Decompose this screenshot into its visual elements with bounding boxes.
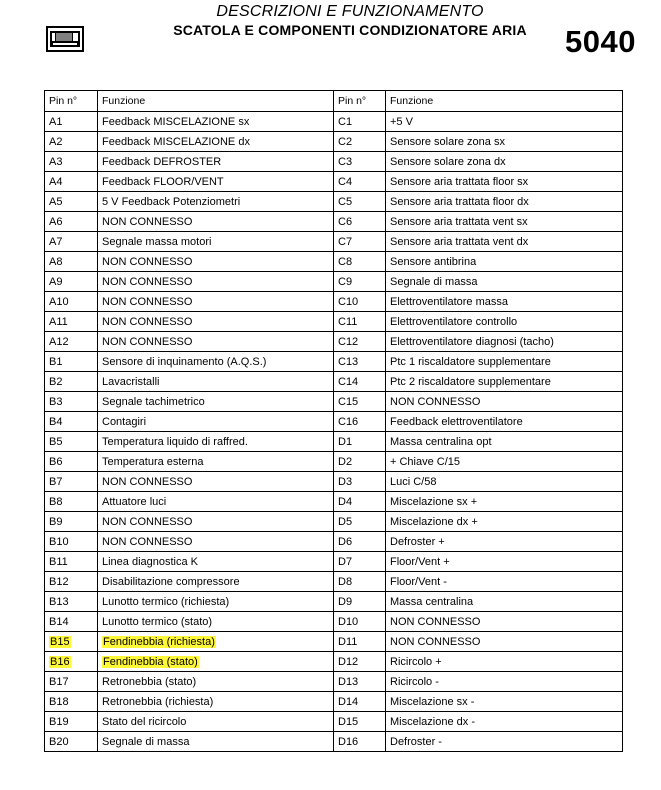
table-row: [45, 532, 623, 552]
function-right-cell: [386, 132, 623, 152]
table-row: [45, 692, 623, 712]
function-left-cell: [98, 492, 334, 512]
pin-left-cell: [45, 372, 98, 392]
function-right-cell: [386, 592, 623, 612]
function-left-text: NON CONNESSO: [102, 295, 193, 308]
function-right-text: Sensore aria trattata vent dx: [390, 235, 529, 248]
pin-right-text: C4: [338, 175, 353, 188]
function-right-text: Sensore aria trattata vent sx: [390, 215, 528, 228]
pin-left-cell: [45, 232, 98, 252]
function-right-text: Elettroventilatore controllo: [390, 315, 518, 328]
table-row: [45, 332, 623, 352]
function-right-cell: [386, 472, 623, 492]
column-header-pin-left: Pin n°: [45, 91, 98, 112]
pin-left-cell: [45, 352, 98, 372]
pin-left-cell: [45, 672, 98, 692]
table-row: [45, 112, 623, 132]
pin-right-cell: [334, 152, 386, 172]
function-right-text: Feedback elettroventilatore: [390, 415, 523, 428]
function-right-cell: [386, 652, 623, 672]
table-row: [45, 672, 623, 692]
function-right-cell: [386, 172, 623, 192]
function-left-cell: [98, 152, 334, 172]
pin-right-cell: [334, 192, 386, 212]
function-left-text: Lavacristalli: [102, 375, 160, 388]
function-left-cell: [98, 232, 334, 252]
function-left-cell: [98, 312, 334, 332]
function-left-text: Retronebbia (richiesta): [102, 695, 214, 708]
pin-right-cell: [334, 352, 386, 372]
function-right-cell: [386, 292, 623, 312]
function-left-cell: [98, 112, 334, 132]
pin-right-text: C1: [338, 115, 353, 128]
pin-left-text: A6: [49, 215, 63, 228]
pin-right-text: C8: [338, 255, 353, 268]
pin-left-text: A2: [49, 135, 63, 148]
function-right-cell: [386, 492, 623, 512]
function-right-cell: [386, 532, 623, 552]
pin-right-text: C11: [338, 315, 358, 328]
function-left-text: NON CONNESSO: [102, 335, 193, 348]
table-row: [45, 292, 623, 312]
function-left-text: Sensore di inquinamento (A.Q.S.): [102, 355, 267, 368]
table-row: [45, 132, 623, 152]
function-right-text: Sensore aria trattata floor sx: [390, 175, 529, 188]
function-right-text: Defroster -: [390, 735, 442, 748]
pin-left-text: A12: [49, 335, 69, 348]
function-right-cell: [386, 392, 623, 412]
function-right-text: Elettroventilatore massa: [390, 295, 508, 308]
function-right-text: + Chiave C/15: [390, 455, 461, 468]
table-row: [45, 652, 623, 672]
function-right-cell: [386, 332, 623, 352]
pin-right-text: C12: [338, 335, 359, 348]
pin-right-text: C9: [338, 275, 353, 288]
pin-left-text: B9: [49, 515, 63, 528]
table-row: [45, 712, 623, 732]
pin-right-text: C5: [338, 195, 353, 208]
pin-left-text: A11: [49, 315, 68, 328]
function-left-cell: [98, 272, 334, 292]
function-left-text: NON CONNESSO: [102, 275, 193, 288]
pin-left-text: B20: [49, 735, 69, 748]
pin-left-cell: [45, 172, 98, 192]
pin-right-cell: [334, 592, 386, 612]
function-right-cell: [386, 572, 623, 592]
function-right-cell: [386, 692, 623, 712]
function-left-cell: [98, 392, 334, 412]
pin-right-cell: [334, 552, 386, 572]
table-row: [45, 472, 623, 492]
pin-right-cell: [334, 112, 386, 132]
page-subtitle: SCATOLA E COMPONENTI CONDIZIONATORE ARIA: [173, 22, 527, 38]
column-header-function-right: Funzione: [386, 91, 623, 112]
function-right-cell: [386, 272, 623, 292]
function-right-cell: [386, 112, 623, 132]
pin-left-cell: [45, 552, 98, 572]
function-right-text: Ricircolo +: [390, 655, 442, 668]
function-left-text: Fendinebbia (richiesta): [103, 635, 215, 648]
function-right-text: Massa centralina opt: [390, 435, 492, 448]
pin-left-text: B1: [49, 355, 63, 368]
table-row: [45, 172, 623, 192]
pin-left-text: B18: [49, 695, 69, 708]
function-right-text: Ptc 1 riscaldatore supplementare: [390, 355, 551, 368]
table-header-row: [45, 91, 623, 112]
function-left-text: Feedback DEFROSTER: [102, 155, 222, 168]
pin-right-text: D8: [338, 575, 353, 588]
pin-left-text: B8: [49, 495, 63, 508]
table-row: [45, 412, 623, 432]
function-right-text: Sensore aria trattata floor dx: [390, 195, 529, 208]
table-row: [45, 512, 623, 532]
function-left-text: Contagiri: [102, 415, 147, 428]
function-left-text: Fendinebbia (stato): [103, 655, 198, 668]
function-right-text: Sensore solare zona sx: [390, 135, 505, 148]
function-left-cell: [98, 472, 334, 492]
pin-right-text: D10: [338, 615, 359, 628]
pin-left-cell: [45, 532, 98, 552]
function-right-cell: [386, 452, 623, 472]
function-right-cell: [386, 372, 623, 392]
pin-left-cell: [45, 692, 98, 712]
pin-right-cell: [334, 392, 386, 412]
pin-left-text: A5: [49, 195, 63, 208]
pin-right-text: D7: [338, 555, 353, 568]
pin-right-cell: [334, 692, 386, 712]
pin-right-text: D13: [338, 675, 359, 688]
pin-left-text: B17: [49, 675, 69, 688]
function-left-text: Segnale massa motori: [102, 235, 212, 248]
table-row: [45, 612, 623, 632]
table-row: [45, 352, 623, 372]
table-row: [45, 432, 623, 452]
pin-right-text: D2: [338, 455, 353, 468]
pin-left-cell: [45, 512, 98, 532]
function-right-text: NON CONNESSO: [390, 635, 481, 648]
pin-left-text: B14: [49, 615, 69, 628]
pin-left-cell: [45, 212, 98, 232]
table-row: [45, 272, 623, 292]
pin-left-text: A10: [49, 295, 69, 308]
function-left-text: Lunotto termico (richiesta): [102, 595, 230, 608]
pin-left-text: A1: [49, 115, 63, 128]
pin-right-text: C13: [338, 355, 359, 368]
function-right-text: Luci C/58: [390, 475, 437, 488]
pin-right-cell: [334, 712, 386, 732]
table-row: [45, 392, 623, 412]
function-right-cell: [386, 512, 623, 532]
pin-right-text: C16: [338, 415, 359, 428]
pin-right-text: D12: [338, 655, 359, 668]
pin-left-text: B15: [50, 635, 70, 648]
pin-left-text: A3: [49, 155, 63, 168]
pin-left-cell: [45, 652, 98, 672]
table-row: [45, 232, 623, 252]
pin-right-text: D9: [338, 595, 353, 608]
pin-right-cell: [334, 632, 386, 652]
function-right-text: NON CONNESSO: [390, 395, 481, 408]
function-right-text: Sensore antibrina: [390, 255, 477, 268]
table-row: [45, 252, 623, 272]
pin-left-cell: [45, 412, 98, 432]
function-right-cell: [386, 612, 623, 632]
table-row: [45, 312, 623, 332]
function-right-text: Ptc 2 riscaldatore supplementare: [390, 375, 551, 388]
function-left-text: Stato del ricircolo: [102, 715, 187, 728]
pin-left-text: B5: [49, 435, 63, 448]
pin-right-cell: [334, 132, 386, 152]
pin-right-text: D15: [338, 715, 359, 728]
pin-right-cell: [334, 732, 386, 752]
pin-right-cell: [334, 512, 386, 532]
pin-left-text: B10: [49, 535, 69, 548]
function-right-cell: [386, 432, 623, 452]
pinout-table-container: [44, 90, 622, 752]
pin-left-text: B16: [50, 655, 70, 668]
function-left-text: Feedback FLOOR/VENT: [102, 175, 224, 188]
pin-right-text: D6: [338, 535, 353, 548]
pin-right-cell: [334, 452, 386, 472]
function-left-text: Attuatore luci: [102, 495, 167, 508]
function-left-cell: [98, 732, 334, 752]
pin-left-cell: [45, 392, 98, 412]
pin-left-cell: [45, 572, 98, 592]
table-row: [45, 552, 623, 572]
function-left-cell: [98, 192, 334, 212]
table-row: [45, 592, 623, 612]
function-right-text: Segnale di massa: [390, 275, 478, 288]
function-right-cell: [386, 192, 623, 212]
function-right-text: Defroster +: [390, 535, 445, 548]
function-left-cell: [98, 712, 334, 732]
function-right-text: Floor/Vent -: [390, 575, 447, 588]
pin-right-text: D1: [338, 435, 353, 448]
function-right-text: Massa centralina: [390, 595, 474, 608]
function-left-text: NON CONNESSO: [102, 315, 193, 328]
function-left-cell: [98, 352, 334, 372]
pin-right-cell: [334, 572, 386, 592]
pin-right-text: D3: [338, 475, 353, 488]
pin-right-text: C10: [338, 295, 359, 308]
pin-right-text: C6: [338, 215, 353, 228]
pin-right-text: C2: [338, 135, 353, 148]
function-right-cell: [386, 152, 623, 172]
function-right-cell: [386, 252, 623, 272]
pin-left-cell: [45, 332, 98, 352]
pin-left-text: A7: [49, 235, 63, 248]
pin-right-cell: [334, 472, 386, 492]
function-left-cell: [98, 692, 334, 712]
function-right-cell: [386, 552, 623, 572]
function-left-cell: [98, 652, 334, 672]
function-right-cell: [386, 712, 623, 732]
pin-left-cell: [45, 712, 98, 732]
function-left-text: Feedback MISCELAZIONE dx: [102, 135, 250, 148]
function-left-cell: [98, 432, 334, 452]
pin-left-cell: [45, 112, 98, 132]
pin-right-cell: [334, 492, 386, 512]
air-conditioner-unit-icon: [46, 26, 84, 52]
function-left-text: Feedback MISCELAZIONE sx: [102, 115, 250, 128]
pin-left-text: B19: [49, 715, 69, 728]
function-right-cell: [386, 232, 623, 252]
function-left-cell: [98, 532, 334, 552]
function-left-cell: [98, 672, 334, 692]
function-left-text: NON CONNESSO: [102, 475, 193, 488]
pin-right-cell: [334, 652, 386, 672]
function-left-text: Lunotto termico (stato): [102, 615, 213, 628]
pin-left-cell: [45, 132, 98, 152]
pin-right-cell: [334, 272, 386, 292]
function-left-text: 5 V Feedback Potenziometri: [102, 195, 241, 208]
function-right-cell: [386, 212, 623, 232]
pin-right-cell: [334, 312, 386, 332]
function-left-text: NON CONNESSO: [102, 515, 193, 528]
pin-right-text: D16: [338, 735, 359, 748]
pin-left-text: A8: [49, 255, 63, 268]
pin-left-cell: [45, 252, 98, 272]
pin-left-cell: [45, 432, 98, 452]
pin-left-text: B4: [49, 415, 63, 428]
pin-right-cell: [334, 612, 386, 632]
function-left-text: Disabilitazione compressore: [102, 575, 240, 588]
section-code: 5040: [565, 24, 636, 59]
pin-right-text: D14: [338, 695, 359, 708]
function-right-cell: [386, 312, 623, 332]
function-right-text: Miscelazione dx -: [390, 715, 475, 728]
pin-left-cell: [45, 592, 98, 612]
pin-left-text: B6: [49, 455, 63, 468]
table-row: [45, 632, 623, 652]
pin-left-text: B7: [49, 475, 63, 488]
function-left-cell: [98, 452, 334, 472]
pin-right-cell: [334, 332, 386, 352]
pin-right-cell: [334, 292, 386, 312]
pin-left-text: B13: [49, 595, 69, 608]
pin-left-cell: [45, 152, 98, 172]
pin-right-cell: [334, 212, 386, 232]
pin-left-cell: [45, 292, 98, 312]
pin-left-text: B3: [49, 395, 63, 408]
function-right-cell: [386, 632, 623, 652]
pin-right-cell: [334, 232, 386, 252]
pin-right-text: C3: [338, 155, 353, 168]
function-right-text: Floor/Vent +: [390, 555, 450, 568]
function-left-cell: [98, 292, 334, 312]
pin-right-text: D11: [338, 635, 358, 648]
pin-left-text: A4: [49, 175, 63, 188]
function-left-cell: [98, 252, 334, 272]
pin-left-cell: [45, 272, 98, 292]
function-left-cell: [98, 552, 334, 572]
pin-left-cell: [45, 452, 98, 472]
table-row: [45, 192, 623, 212]
function-left-cell: [98, 512, 334, 532]
function-left-cell: [98, 572, 334, 592]
pin-right-cell: [334, 532, 386, 552]
function-left-cell: [98, 612, 334, 632]
function-left-cell: [98, 172, 334, 192]
function-right-text: Sensore solare zona dx: [390, 155, 506, 168]
pin-left-text: A9: [49, 275, 63, 288]
table-row: [45, 372, 623, 392]
pin-right-text: D5: [338, 515, 353, 528]
pin-right-text: C14: [338, 375, 359, 388]
function-right-text: Miscelazione sx -: [390, 695, 475, 708]
function-right-text: +5 V: [390, 115, 413, 128]
table-row: [45, 732, 623, 752]
function-right-text: Elettroventilatore diagnosi (tacho): [390, 335, 554, 348]
pin-right-cell: [334, 372, 386, 392]
function-right-cell: [386, 412, 623, 432]
function-left-text: Linea diagnostica K: [102, 555, 199, 568]
pin-left-cell: [45, 192, 98, 212]
pin-right-cell: [334, 412, 386, 432]
function-right-cell: [386, 732, 623, 752]
pin-right-text: C7: [338, 235, 353, 248]
pin-left-text: B11: [49, 555, 68, 568]
function-right-text: NON CONNESSO: [390, 615, 481, 628]
function-right-text: Miscelazione dx +: [390, 515, 478, 528]
function-left-text: NON CONNESSO: [102, 255, 193, 268]
column-header-pin-right: Pin n°: [334, 91, 386, 112]
function-right-text: Ricircolo -: [390, 675, 439, 688]
function-left-cell: [98, 212, 334, 232]
pin-right-text: C15: [338, 395, 359, 408]
table-row: [45, 492, 623, 512]
table-row: [45, 572, 623, 592]
pin-right-cell: [334, 252, 386, 272]
function-left-cell: [98, 632, 334, 652]
function-left-text: Temperatura liquido di raffred.: [102, 435, 248, 448]
pin-left-cell: [45, 732, 98, 752]
function-left-cell: [98, 592, 334, 612]
page-title: DESCRIZIONI E FUNZIONAMENTO: [216, 3, 484, 20]
function-left-cell: [98, 132, 334, 152]
pin-left-cell: [45, 312, 98, 332]
pinout-table: [44, 90, 623, 752]
column-header-function-left: Funzione: [98, 91, 334, 112]
function-left-cell: [98, 332, 334, 352]
pin-left-cell: [45, 632, 98, 652]
function-right-cell: [386, 672, 623, 692]
table-row: [45, 212, 623, 232]
function-left-text: Temperatura esterna: [102, 455, 204, 468]
pin-left-cell: [45, 612, 98, 632]
pin-right-cell: [334, 432, 386, 452]
function-left-text: NON CONNESSO: [102, 215, 193, 228]
function-left-text: Segnale di massa: [102, 735, 190, 748]
function-left-text: Retronebbia (stato): [102, 675, 197, 688]
pin-left-text: B12: [49, 575, 69, 588]
function-right-cell: [386, 352, 623, 372]
table-row: [45, 452, 623, 472]
function-left-cell: [98, 372, 334, 392]
table-row: [45, 152, 623, 172]
pin-left-text: B2: [49, 375, 63, 388]
function-left-cell: [98, 412, 334, 432]
function-right-text: Miscelazione sx +: [390, 495, 478, 508]
pin-right-text: D4: [338, 495, 353, 508]
function-left-text: NON CONNESSO: [102, 535, 193, 548]
pin-right-cell: [334, 172, 386, 192]
function-left-text: Segnale tachimetrico: [102, 395, 205, 408]
pin-left-cell: [45, 472, 98, 492]
pin-left-cell: [45, 492, 98, 512]
pin-right-cell: [334, 672, 386, 692]
